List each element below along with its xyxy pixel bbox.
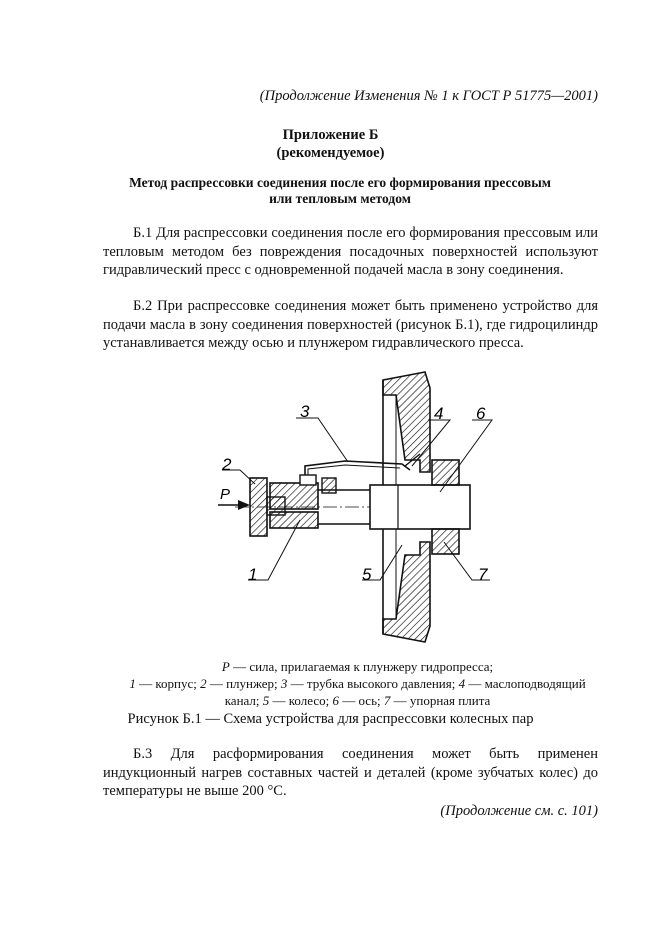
section-title-line1: Метод распрессовки соединения после его формирования прессовым: [129, 175, 551, 190]
figure-b1-drawing: [0, 365, 661, 645]
paragraph-b1: [103, 224, 598, 280]
section-title: [100, 175, 580, 207]
annex-subtitle: (рекомендуемое): [276, 145, 385, 161]
label-3: 3: [300, 402, 310, 421]
high-pressure-tube: [305, 461, 410, 478]
page-footer: (Продолжение см. с. 101): [440, 803, 598, 819]
legend-line2: 1 — корпус; 2 — плунжер; 3 — трубка высокого давления; 4 — маслоподводящий: [129, 676, 586, 691]
paragraph-b2: [103, 297, 598, 353]
paragraph-b2-text: Б.2 При распрессовке соединения может быть применено устройство для подачи масла в зону соединения поверхностей (рисунок Б.1), где гидроцилиндр устанавливается между осью и плунжером гидравлического пресса.: [103, 298, 598, 351]
figure-legend: [115, 658, 600, 709]
label-2: 2: [222, 455, 232, 474]
legend-line3: канал; 5 — колесо; 6 — ось; 7 — упорная плита: [224, 693, 491, 708]
label-force: P: [220, 486, 231, 503]
paragraph-b1-text: Б.1 Для распрессовки соединения после его формирования прессовым или тепловым методом без повреждения посадочных поверхностей используют гидравлический пресс с одновременной подачей масла в зону соединения.: [103, 225, 598, 278]
axle: [370, 485, 470, 529]
section-title-line2: или тепловым методом: [269, 191, 411, 206]
paragraph-b3-text: Б.3 Для расформирования соединения может быть применен индукционный нагрев составных частей и деталей (кроме зубчатых колес) до температуры не выше 200 °С.: [103, 746, 598, 799]
legend-line1: P — сила, прилагаемая к плунжеру гидропресса;: [221, 659, 494, 674]
label-7: 7: [478, 565, 488, 584]
figure-caption: Рисунок Б.1 — Схема устройства для распрессовки колесных пар: [127, 711, 534, 727]
page-header: (Продолжение Изменения № 1 к ГОСТ Р 51775—2001): [259, 88, 598, 104]
annex-title: Приложение Б: [282, 127, 379, 143]
label-6: 6: [476, 404, 486, 423]
label-1: 1: [248, 565, 258, 584]
paragraph-b3: [103, 745, 598, 801]
label-4: 4: [434, 404, 444, 423]
label-5: 5: [362, 565, 372, 584]
